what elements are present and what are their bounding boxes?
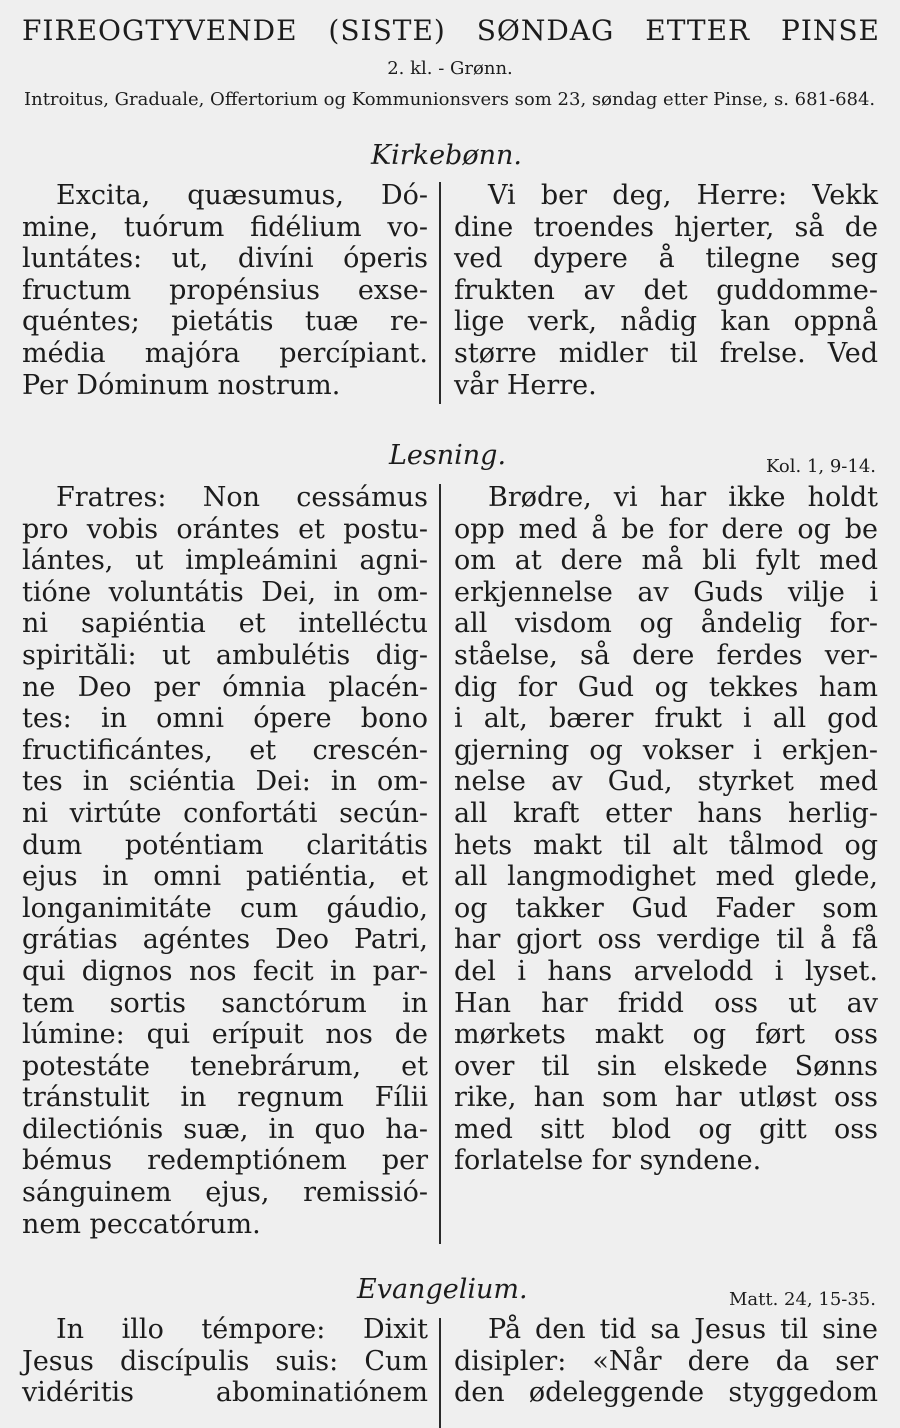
text-line: Han har fridd oss ut av xyxy=(454,987,878,1019)
text-line: Per Dóminum nostrum. xyxy=(22,369,341,401)
text-line: dum poténtiam claritátis xyxy=(22,829,428,861)
text-line: med sitt blod og gitt oss xyxy=(454,1113,878,1145)
text-line: dig for Gud og tekkes ham xyxy=(454,671,878,703)
text-line: har gjort oss verdige til å få xyxy=(454,924,878,956)
text-line: hets makt til alt tålmod og xyxy=(454,829,878,861)
text-line: lige verk, nådig kan oppnå xyxy=(454,306,878,338)
column-divider xyxy=(439,1318,441,1428)
norsk-column-kirkebonn xyxy=(454,180,878,401)
text-line: all visdom og åndelig for- xyxy=(454,608,878,640)
text-line: vår Herre. xyxy=(454,369,597,401)
page-title: FIREOGTYVENDE (SISTE) SØNDAG ETTER PINSE xyxy=(22,14,880,47)
text-line: i alt, bærer frukt i all god xyxy=(454,703,878,735)
text-line: erkjennelse av Guds vilje i xyxy=(454,576,878,608)
text-line: Vi ber deg, Herre: Vekk xyxy=(488,180,878,211)
latin-column-evangelium xyxy=(22,1314,428,1409)
text-line: lúmine: qui erípuit nos de xyxy=(22,1019,428,1051)
text-line: nelse av Gud, styrket med xyxy=(454,766,878,798)
text-line: mine, tuórum fidélium vo- xyxy=(22,211,428,243)
text-line: og takker Gud Fader som xyxy=(454,892,878,924)
text-line: luntátes: ut, divíni óperis xyxy=(22,243,428,275)
text-line: del i hans arvelodd i lyset. xyxy=(454,955,878,987)
text-line: tem sortis sanctórum in xyxy=(22,987,428,1019)
text-line: dine troendes hjerter, så de xyxy=(454,211,878,243)
class-line: 2. kl. - Grønn. xyxy=(387,58,513,79)
text-line: bémus redemptiónem per xyxy=(22,1145,428,1177)
latin-column-kirkebonn xyxy=(22,180,428,401)
text-line: ni sapiéntia et intelléctu xyxy=(22,608,428,640)
text-line: opp med å be for dere og be xyxy=(454,513,878,545)
text-line: mørkets makt og ført oss xyxy=(454,1019,878,1051)
text-line: In illo témpore: Dixit xyxy=(56,1314,428,1345)
section-heading-kirkebonn: Kirkebønn. xyxy=(371,140,522,171)
text-line: På den tid sa Jesus til sine xyxy=(488,1314,878,1345)
text-line: dilectiónis suæ, in quo ha- xyxy=(22,1113,428,1145)
text-line: longanimitáte cum gáudio, xyxy=(22,892,428,924)
text-line: sánguinem ejus, remissió- xyxy=(22,1177,428,1209)
text-line: om at dere må bli fylt med xyxy=(454,545,878,577)
text-line: fructificántes, et crescén- xyxy=(22,734,428,766)
text-line: rike, han som har utløst oss xyxy=(454,1082,878,1114)
column-divider xyxy=(439,182,441,404)
section-reference-evangelium: Matt. 24, 15-35. xyxy=(728,1289,876,1310)
text-line: tes: in omni ópere bono xyxy=(22,703,428,735)
text-line: frukten av det guddomme- xyxy=(454,274,878,306)
text-line: Brødre, vi har ikke holdt xyxy=(488,482,878,513)
text-line: tránstulit in regnum Fílii xyxy=(22,1082,428,1114)
text-line: tióne voluntátis Dei, in om- xyxy=(22,576,428,608)
text-line: Excita, quæsumus, Dó- xyxy=(56,180,428,211)
text-line: gjerning og vokser i erkjen- xyxy=(454,734,878,766)
text-line: potestáte tenebrárum, et xyxy=(22,1050,428,1082)
text-line: média majóra percípiant. xyxy=(22,337,428,369)
text-line: nem peccatórum. xyxy=(22,1208,261,1240)
text-line: ved dypere å tilegne seg xyxy=(454,243,878,275)
text-line: spirităli: ut ambulétis dig- xyxy=(22,639,428,671)
text-line: vidéritis abominatiónem xyxy=(22,1377,428,1409)
text-line: lántes, ut impleámini agni- xyxy=(22,545,428,577)
text-line: all langmodighet med glede, xyxy=(454,861,878,893)
text-line: grátias agéntes Deo Patri, xyxy=(22,924,428,956)
column-divider xyxy=(439,484,441,1244)
text-line: qui dignos nos fecit in par- xyxy=(22,955,428,987)
text-line: Fratres: Non cessámus xyxy=(56,482,428,513)
norsk-column-evangelium xyxy=(454,1314,878,1409)
section-heading-evangelium: Evangelium. xyxy=(357,1274,528,1305)
text-line: Jesus discípulis suis: Cum xyxy=(22,1345,428,1377)
text-line: disipler: «Når dere da ser xyxy=(454,1345,878,1377)
text-line: all kraft etter hans herlig- xyxy=(454,797,878,829)
text-line: fructum propénsius exse- xyxy=(22,274,428,306)
text-line: tes in sciéntia Dei: in om- xyxy=(22,766,428,798)
text-line: ståelse, så dere ferdes ver- xyxy=(454,639,878,671)
norsk-column-lesning xyxy=(454,482,878,1177)
text-line: forlatelse for syndene. xyxy=(454,1145,762,1177)
text-line: den ødeleggende styggedom xyxy=(454,1377,878,1409)
text-line: større midler til frelse. Ved xyxy=(454,337,878,369)
text-line: over til sin elskede Sønns xyxy=(454,1050,878,1082)
text-line: ejus in omni patiéntia, et xyxy=(22,861,428,893)
text-line: pro vobis orántes et postu- xyxy=(22,513,428,545)
latin-column-lesning xyxy=(22,482,428,1240)
intro-note: Introitus, Graduale, Offertorium og Kommunionsvers som 23, søndag etter Pinse, s. 681-684. xyxy=(24,89,876,110)
text-line: ni virtúte confortáti secún- xyxy=(22,797,428,829)
text-line: ne Deo per ómnia placén- xyxy=(22,671,428,703)
section-reference-lesning: Kol. 1, 9-14. xyxy=(765,456,876,477)
section-heading-lesning: Lesning. xyxy=(389,440,507,471)
text-line: quéntes; pietátis tuæ re- xyxy=(22,306,428,338)
